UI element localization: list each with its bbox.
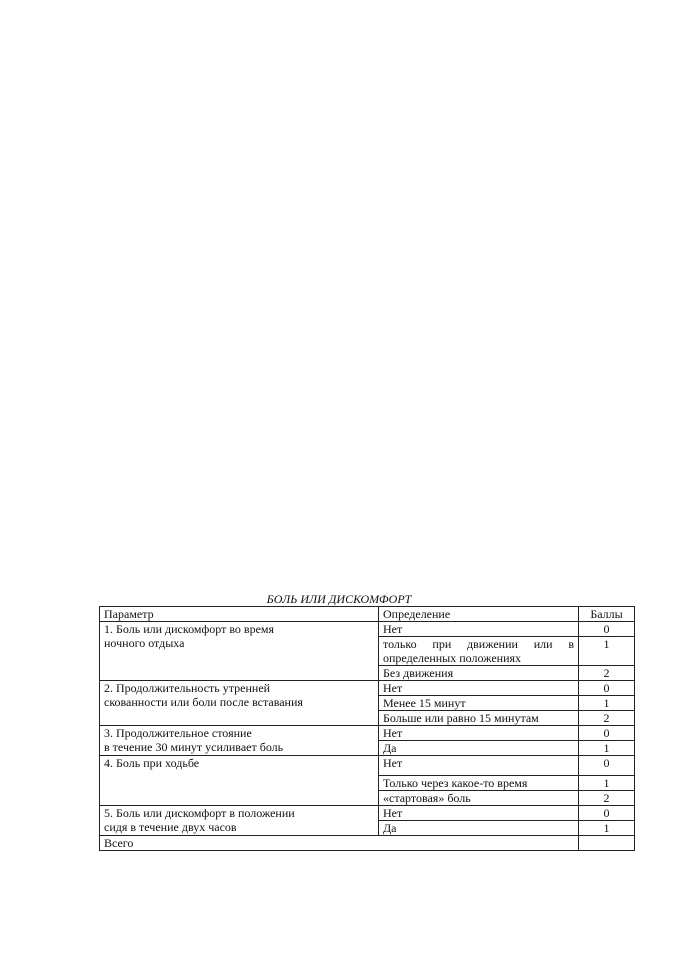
- param-text: 3. Продолжительное стояние: [104, 726, 252, 740]
- definition-cell: Да: [379, 821, 579, 836]
- table-header-row: [100, 607, 635, 622]
- param-text: 1. Боль или дискомфорт во время: [104, 622, 275, 636]
- definition-text: определенных положениях: [383, 651, 522, 665]
- definition-cell: Без движения: [379, 666, 579, 681]
- definition-cell: Больше или равно 15 минутам: [379, 711, 579, 726]
- definition-cell: Нет: [379, 622, 579, 637]
- definition-cell: [379, 637, 579, 666]
- points-cell: 2: [579, 791, 635, 806]
- header-definition: Определение: [379, 607, 579, 622]
- param-cell-3: [100, 726, 379, 756]
- definition-cell: Да: [379, 741, 579, 756]
- param-text: 2. Продолжительность утренней: [104, 681, 271, 695]
- points-cell: 0: [579, 756, 635, 776]
- total-row: [100, 836, 635, 851]
- definition-cell: «стартовая» боль: [379, 791, 579, 806]
- definition-cell: Нет: [379, 806, 579, 821]
- table-row: [100, 756, 635, 776]
- header-points: Баллы: [579, 607, 635, 622]
- header-param: Параметр: [100, 607, 379, 622]
- param-text: сидя в течение двух часов: [104, 820, 237, 834]
- table-caption: БОЛЬ ИЛИ ДИСКОМФОРТ: [266, 592, 412, 606]
- definition-cell: Нет: [379, 756, 579, 776]
- definition-cell: Менее 15 минут: [379, 696, 579, 711]
- param-cell-4: [100, 756, 379, 806]
- points-cell: 1: [579, 821, 635, 836]
- points-cell: 0: [579, 726, 635, 741]
- param-text: в течение 30 минут усиливает боль: [104, 740, 284, 754]
- table-row: [100, 726, 635, 741]
- total-value: [579, 836, 635, 851]
- table-row: [100, 806, 635, 821]
- param-text: ночного отдыха: [104, 636, 185, 650]
- table-row: [100, 681, 635, 696]
- points-cell: 0: [579, 806, 635, 821]
- param-cell-1: [100, 622, 379, 681]
- points-cell: 0: [579, 681, 635, 696]
- param-cell-5: [100, 806, 379, 836]
- table-row: [100, 622, 635, 637]
- points-cell: 1: [579, 696, 635, 711]
- pain-score-table: [99, 606, 635, 851]
- param-cell-2: [100, 681, 379, 726]
- total-label: Всего: [100, 836, 579, 851]
- definition-cell: Только через какое-то время: [379, 776, 579, 791]
- param-text: 5. Боль или дискомфорт в положении: [104, 806, 295, 820]
- definition-text: только при движении или в: [383, 637, 574, 651]
- param-text: 4. Боль при ходьбе: [104, 756, 200, 770]
- points-cell: 1: [579, 776, 635, 791]
- definition-cell: Нет: [379, 726, 579, 741]
- points-cell: 2: [579, 666, 635, 681]
- points-cell: 1: [579, 741, 635, 756]
- definition-cell: Нет: [379, 681, 579, 696]
- points-cell: 0: [579, 622, 635, 637]
- points-cell: 2: [579, 711, 635, 726]
- param-text: скованности или боли после вставания: [104, 695, 303, 709]
- points-cell: 1: [579, 637, 635, 666]
